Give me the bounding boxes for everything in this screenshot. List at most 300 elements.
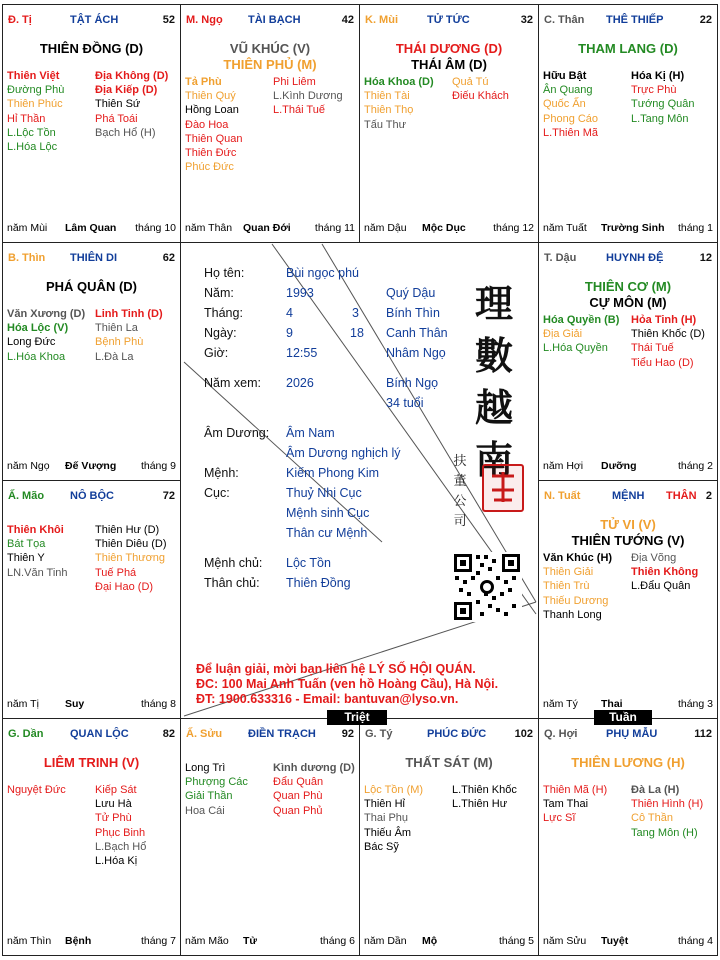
yinyang-value: Âm Nam bbox=[286, 426, 335, 440]
palace-name: TÀI BẠCH bbox=[248, 14, 301, 26]
minor-stars-left bbox=[543, 69, 598, 140]
minor-star: Thiếu Âm bbox=[364, 826, 412, 839]
palace-hoi bbox=[538, 718, 718, 956]
hour-value: 12:55 bbox=[286, 346, 318, 360]
palace-footer bbox=[185, 935, 355, 949]
palace-mui bbox=[359, 4, 539, 243]
minor-star: Địa Giải bbox=[543, 328, 583, 341]
minor-star: Thiên Thọ bbox=[364, 104, 414, 117]
minor-star: Hóa Lộc (V) bbox=[7, 322, 69, 335]
calligraphy-logo bbox=[470, 278, 518, 486]
palace-year: năm Tý bbox=[543, 698, 578, 710]
minor-star: Trực Phù bbox=[631, 84, 677, 97]
minor-star: Bệnh Phù bbox=[95, 336, 144, 349]
palace-number: 32 bbox=[520, 14, 533, 26]
minor-star: Hoa Cái bbox=[185, 804, 225, 817]
palace-life-stage: Lâm Quan bbox=[65, 222, 117, 234]
minor-star: Lộc Tồn (M) bbox=[364, 784, 424, 796]
minor-star: Địa Kiếp (D) bbox=[95, 84, 158, 97]
palace-name: QUAN LỘC bbox=[70, 728, 129, 740]
minor-star: Phong Cáo bbox=[543, 112, 599, 125]
minor-star: Phá Toái bbox=[95, 112, 138, 125]
yinyang-note: Âm Dương nghịch lý bbox=[286, 446, 401, 460]
minor-star: Tuế Phá bbox=[95, 566, 137, 579]
main-star: THIÊN ĐỒNG (D) bbox=[39, 41, 144, 56]
palace-number: 72 bbox=[162, 490, 175, 502]
month-lunar: 3 bbox=[352, 306, 359, 320]
minor-star: Địa Võng bbox=[631, 552, 677, 564]
contact-line-2: ĐC: 100 Mai Anh Tuấn (ven hồ Hoàng Cầu), Hà Nội. bbox=[196, 677, 499, 691]
palace-header bbox=[8, 728, 175, 742]
minor-stars-right bbox=[273, 75, 343, 118]
side-char-4: 司 bbox=[453, 514, 467, 529]
day-lunar: 18 bbox=[350, 326, 364, 340]
minor-star: Thanh Long bbox=[543, 608, 602, 621]
name-value: Bùi ngọc phú bbox=[286, 266, 359, 280]
hour-label: Giờ: bbox=[204, 346, 229, 360]
minor-star: L.Tang Môn bbox=[631, 112, 689, 125]
minor-star: Giải Thần bbox=[185, 790, 233, 803]
minor-stars-right bbox=[631, 313, 705, 370]
main-stars bbox=[181, 41, 359, 73]
minor-stars-left bbox=[364, 783, 423, 854]
palace-header bbox=[8, 252, 175, 266]
minor-star: Văn Khúc (H) bbox=[543, 552, 613, 564]
palace-position: T. Dậu bbox=[544, 252, 577, 264]
palace-position: Ấ. Sửu bbox=[186, 728, 223, 740]
minor-star: Thiên Khôi bbox=[7, 524, 64, 536]
red-seal-stamp bbox=[482, 464, 524, 512]
palace-footer bbox=[364, 222, 534, 236]
destiny-label: Mệnh: bbox=[204, 466, 239, 480]
palace-life-stage: Tử bbox=[243, 935, 258, 947]
palace-number: 112 bbox=[694, 728, 712, 740]
minor-star: Đào Hoa bbox=[185, 118, 229, 131]
minor-star: Cô Thần bbox=[631, 812, 673, 825]
palace-name: HUYNH ĐỆ bbox=[606, 252, 664, 264]
age-value: 34 tuổi bbox=[386, 396, 424, 410]
palace-month: tháng 1 bbox=[677, 222, 713, 234]
day-value: 9 bbox=[286, 326, 293, 340]
minor-stars-left bbox=[7, 783, 66, 797]
palace-number: 82 bbox=[162, 728, 175, 740]
horoscope-board bbox=[2, 4, 718, 956]
minor-star: Long Đức bbox=[7, 336, 56, 349]
minor-stars-right bbox=[631, 551, 698, 594]
minor-star: Thiên Không bbox=[631, 566, 699, 579]
palace-name: PHỤ MẪU bbox=[606, 728, 658, 740]
minor-star: L.Lộc Tồn bbox=[7, 126, 56, 139]
minor-star: Thiên Đức bbox=[185, 147, 237, 160]
palace-year: năm Mùi bbox=[7, 222, 48, 234]
minor-star: Đẩu Quân bbox=[273, 776, 324, 789]
minor-star: Quả Tú bbox=[452, 76, 489, 88]
minor-stars-right bbox=[95, 69, 168, 140]
minor-star: Thiên Việt bbox=[7, 70, 60, 82]
palace-life-stage: Đế Vượng bbox=[65, 460, 117, 472]
minor-stars-right bbox=[631, 783, 703, 840]
palace-footer bbox=[543, 222, 713, 236]
main-star: THIÊN LƯƠNG (H) bbox=[571, 755, 685, 770]
palace-header bbox=[8, 14, 175, 28]
minor-star: Phi Liêm bbox=[273, 76, 316, 88]
minor-star: Tam Thai bbox=[543, 798, 589, 811]
main-stars bbox=[360, 41, 538, 73]
palace-month: tháng 6 bbox=[319, 935, 355, 947]
minor-star: Hỏa Tinh (H) bbox=[631, 314, 697, 326]
palace-position: K. Mùi bbox=[365, 14, 398, 26]
main-star: THIÊN TƯỚNG (V) bbox=[571, 533, 685, 548]
minor-star: Quốc Ấn bbox=[543, 98, 586, 111]
minor-star: Linh Tinh (D) bbox=[95, 308, 163, 320]
palace-mao bbox=[2, 480, 181, 719]
minor-star: Hóa Khoa (D) bbox=[364, 76, 434, 88]
cuc-note-2: Thân cư Mệnh bbox=[286, 526, 368, 540]
palace-year: năm Dần bbox=[364, 935, 407, 947]
minor-star: Kình dương (D) bbox=[273, 762, 355, 774]
palace-position: Q. Hợi bbox=[544, 728, 578, 740]
minor-star: L.Hóa Khoa bbox=[7, 350, 66, 363]
contact-line-3: ĐT: 1900.633316 - Email: bantuvan@lyso.vn. bbox=[196, 692, 459, 706]
minor-star: Thiên Sứ bbox=[95, 98, 141, 111]
palace-life-stage: Suy bbox=[65, 698, 85, 710]
minor-star: Thiên Phúc bbox=[7, 98, 63, 111]
minor-stars-left bbox=[7, 523, 68, 580]
main-stars bbox=[539, 517, 717, 549]
minor-stars-left bbox=[7, 69, 64, 154]
minor-star: Địa Không (D) bbox=[95, 70, 169, 82]
palace-life-stage: Dưỡng bbox=[601, 460, 637, 472]
main-stars bbox=[539, 279, 717, 311]
minor-star: Thiên La bbox=[95, 322, 138, 335]
palace-name: MỆNH bbox=[612, 490, 645, 502]
main-stars bbox=[539, 755, 717, 771]
minor-star: Long Trì bbox=[185, 762, 226, 774]
palace-number: 42 bbox=[341, 14, 354, 26]
minor-star: Quan Phủ bbox=[273, 804, 323, 817]
minor-stars-left bbox=[185, 761, 248, 818]
minor-star: Hữu Bật bbox=[543, 70, 587, 82]
minor-star: L.Thiên Hư bbox=[452, 798, 508, 811]
year-canchi: Quý Dậu bbox=[386, 286, 436, 300]
side-char-2: 董 bbox=[453, 474, 467, 489]
palace-footer bbox=[543, 935, 713, 949]
palace-month: tháng 3 bbox=[677, 698, 713, 710]
triet-tag: Triệt bbox=[327, 710, 387, 725]
yinyang-label: Âm Dương: bbox=[204, 426, 270, 440]
month-value: 4 bbox=[286, 306, 293, 320]
palace-year: năm Sửu bbox=[543, 935, 587, 947]
palace-header bbox=[365, 728, 533, 742]
side-char-1: 扶 bbox=[453, 454, 467, 469]
minor-star: Thiên Hư (D) bbox=[95, 524, 160, 536]
minor-star: Hồng Loan bbox=[185, 104, 239, 117]
palace-footer bbox=[7, 460, 176, 474]
minor-stars-left bbox=[543, 551, 612, 622]
minor-star: Phượng Các bbox=[185, 776, 248, 789]
palace-month: tháng 4 bbox=[677, 935, 713, 947]
palace-number: 52 bbox=[162, 14, 175, 26]
minor-star: Hỉ Thần bbox=[7, 112, 46, 125]
minor-stars-left bbox=[364, 75, 434, 132]
cuc-note-1: Mệnh sinh Cục bbox=[286, 506, 370, 520]
palace-year: năm Tị bbox=[7, 698, 39, 710]
palace-month: tháng 12 bbox=[493, 222, 534, 234]
main-star: PHÁ QUÂN (D) bbox=[46, 279, 137, 294]
palace-footer bbox=[7, 698, 176, 712]
palace-month: tháng 7 bbox=[140, 935, 176, 947]
hour-canchi: Nhâm Ngọ bbox=[386, 346, 446, 360]
minor-star: Nguyệt Đức bbox=[7, 784, 66, 796]
minor-star: Tả Phù bbox=[185, 76, 222, 88]
minor-star: Thiên Tài bbox=[364, 90, 410, 103]
day-label: Ngày: bbox=[204, 326, 237, 340]
minor-star: L.Bạch Hổ bbox=[95, 840, 147, 853]
palace-position: G. Tý bbox=[365, 728, 393, 740]
minor-star: L.Hóa Quyền bbox=[543, 342, 608, 355]
palace-month: tháng 2 bbox=[677, 460, 713, 472]
palace-tuat bbox=[538, 480, 718, 719]
palace-number: 62 bbox=[162, 252, 175, 264]
month-label: Tháng: bbox=[204, 306, 243, 320]
palace-number: 92 bbox=[341, 728, 354, 740]
view-year-value: 2026 bbox=[286, 376, 314, 390]
minor-star: Thiên Quan bbox=[185, 132, 243, 145]
calligraphy-char-3: 越 bbox=[474, 385, 513, 430]
palace-position: M. Ngọ bbox=[186, 14, 223, 26]
minor-star: Lưu Hà bbox=[95, 798, 132, 811]
minor-stars-right bbox=[95, 307, 163, 364]
palace-body-marker: THÂN bbox=[666, 490, 697, 502]
palace-footer bbox=[7, 222, 176, 236]
minor-star: L.Thái Tuế bbox=[273, 104, 325, 117]
palace-ti bbox=[2, 4, 181, 243]
palace-name: TẬT ÁCH bbox=[70, 14, 119, 26]
palace-year: năm Hợi bbox=[543, 460, 584, 472]
palace-month: tháng 5 bbox=[498, 935, 534, 947]
minor-star: L.Hóa Lộc bbox=[7, 141, 58, 154]
palace-name: THIÊN DI bbox=[70, 252, 118, 264]
minor-star: L.Thiên Khốc bbox=[452, 784, 517, 796]
palace-footer bbox=[543, 460, 713, 474]
main-stars bbox=[360, 755, 538, 771]
minor-star: L.Thiên Mã bbox=[543, 126, 599, 139]
minor-star: Đại Hao (D) bbox=[95, 580, 154, 593]
main-star: THÁI ÂM (D) bbox=[411, 57, 487, 72]
palace-life-stage: Bệnh bbox=[65, 935, 92, 947]
palace-life-stage: Thai bbox=[601, 698, 623, 710]
minor-star: Tang Môn (H) bbox=[631, 826, 698, 839]
main-star: THÁI DƯƠNG (D) bbox=[395, 41, 503, 56]
palace-name: ĐIỀN TRẠCH bbox=[248, 728, 316, 740]
palace-year: năm Ngọ bbox=[7, 460, 50, 472]
minor-star: Đà La (H) bbox=[631, 784, 680, 796]
palace-year: năm Thìn bbox=[7, 935, 52, 947]
minor-star: Phục Binh bbox=[95, 826, 146, 839]
view-year-label: Năm xem: bbox=[204, 376, 261, 390]
main-star: CỰ MÔN (M) bbox=[589, 295, 667, 310]
minor-star: LN.Văn Tinh bbox=[7, 566, 68, 579]
name-label: Họ tên: bbox=[204, 266, 245, 280]
minor-star: Tấu Thư bbox=[364, 118, 407, 131]
minor-star: Thiên Khốc (D) bbox=[631, 328, 705, 341]
minor-star: Bát Tọa bbox=[7, 538, 46, 551]
palace-year: năm Thân bbox=[185, 222, 233, 234]
palace-name: NÔ BỘC bbox=[70, 490, 114, 502]
main-star: TỬ VI (V) bbox=[600, 517, 656, 532]
center-info-panel bbox=[182, 242, 538, 718]
minor-star: L.Đà La bbox=[95, 350, 134, 363]
cuc-value: Thuỷ Nhị Cục bbox=[286, 486, 362, 500]
minor-star: Phúc Đức bbox=[185, 161, 234, 174]
main-stars bbox=[3, 41, 180, 57]
main-star: THAM LANG (D) bbox=[578, 41, 678, 56]
minor-star: Thái Tuế bbox=[631, 342, 674, 355]
minor-star: Thiên Hỉ bbox=[364, 798, 405, 811]
palace-footer bbox=[364, 935, 534, 949]
palace-ngo bbox=[180, 4, 360, 243]
palace-header bbox=[186, 728, 354, 742]
main-star: THẤT SÁT (M) bbox=[405, 755, 493, 770]
minor-star: Kiếp Sát bbox=[95, 784, 137, 796]
minor-star: Tử Phù bbox=[95, 812, 132, 825]
minor-star: Thiên Thương bbox=[95, 552, 166, 565]
side-inscription bbox=[452, 452, 468, 532]
palace-than bbox=[538, 4, 718, 243]
day-canchi: Canh Thân bbox=[386, 326, 448, 340]
palace-life-stage: Quan Đới bbox=[243, 222, 291, 234]
palace-header bbox=[186, 14, 354, 28]
palace-footer bbox=[7, 935, 176, 949]
palace-thin bbox=[2, 242, 181, 481]
minor-star: Văn Xương (D) bbox=[7, 308, 86, 320]
minor-star: Bác Sỹ bbox=[364, 840, 399, 853]
palace-suu bbox=[180, 718, 360, 956]
palace-position: Đ. Tị bbox=[8, 14, 32, 26]
minor-star: Ân Quang bbox=[543, 84, 593, 97]
calligraphy-char-1: 理 bbox=[474, 281, 513, 326]
minor-star: L.Hóa Kị bbox=[95, 855, 138, 868]
palace-position: G. Dần bbox=[8, 728, 44, 740]
palace-header bbox=[544, 728, 712, 742]
minor-stars-right bbox=[452, 783, 517, 811]
palace-month: tháng 11 bbox=[314, 222, 355, 234]
palace-number: 102 bbox=[514, 728, 533, 740]
destiny-lord-value: Lộc Tồn bbox=[286, 556, 331, 570]
view-year-canchi: Bính Ngọ bbox=[386, 376, 439, 390]
palace-month: tháng 9 bbox=[140, 460, 176, 472]
palace-year: năm Dậu bbox=[364, 222, 407, 234]
main-star: LIÊM TRINH (V) bbox=[43, 755, 140, 770]
year-label: Năm: bbox=[204, 286, 234, 300]
palace-year: năm Tuất bbox=[543, 222, 587, 234]
minor-star: Thiếu Dương bbox=[543, 594, 609, 607]
minor-star: Thiên Diêu (D) bbox=[95, 538, 167, 551]
minor-stars-left bbox=[185, 75, 242, 174]
body-lord-value: Thiên Đồng bbox=[286, 576, 351, 590]
palace-header bbox=[544, 252, 712, 266]
main-star: THIÊN PHỦ (M) bbox=[223, 57, 317, 72]
palace-position: Ấ. Mão bbox=[8, 490, 45, 502]
destiny-value: Kiếm Phong Kim bbox=[286, 466, 380, 480]
minor-stars-left bbox=[7, 307, 85, 364]
main-stars bbox=[539, 41, 717, 57]
minor-stars-right bbox=[631, 69, 695, 126]
minor-star: L.Kình Dương bbox=[273, 90, 343, 103]
palace-position: N. Tuất bbox=[544, 490, 581, 502]
palace-number: 2 bbox=[705, 490, 712, 502]
palace-month: tháng 8 bbox=[140, 698, 176, 710]
palace-name: THÊ THIẾP bbox=[606, 14, 664, 26]
minor-stars-right bbox=[273, 761, 355, 818]
palace-life-stage: Mộc Dục bbox=[422, 222, 466, 234]
palace-name: PHÚC ĐỨC bbox=[427, 728, 487, 740]
minor-star: Thiên Trù bbox=[543, 580, 590, 593]
side-char-3: 公 bbox=[453, 494, 467, 509]
minor-stars-right bbox=[95, 523, 167, 594]
minor-star: Thiên Y bbox=[7, 552, 45, 565]
minor-star: Điếu Khách bbox=[452, 90, 509, 103]
minor-star: Thiên Mã (H) bbox=[543, 784, 608, 796]
main-star: THIÊN CƠ (M) bbox=[584, 279, 672, 294]
palace-position: B. Thìn bbox=[8, 252, 46, 264]
palace-footer bbox=[185, 222, 355, 236]
palace-header bbox=[365, 14, 533, 28]
minor-star: Tướng Quân bbox=[631, 98, 695, 111]
minor-star: Hóa Kị (H) bbox=[631, 70, 685, 82]
minor-stars-right bbox=[95, 783, 146, 868]
minor-star: Thiên Quý bbox=[185, 90, 236, 103]
minor-star: Hóa Quyền (B) bbox=[543, 314, 620, 326]
palace-header bbox=[8, 490, 175, 504]
palace-name: TỬ TỨC bbox=[427, 14, 470, 26]
palace-position: C. Thân bbox=[544, 14, 585, 26]
body-lord-label: Thân chủ: bbox=[204, 576, 260, 590]
palace-life-stage: Trường Sinh bbox=[601, 222, 665, 234]
minor-star: Thiên Hình (H) bbox=[631, 798, 704, 811]
palace-dan bbox=[2, 718, 181, 956]
palace-month: tháng 10 bbox=[135, 222, 176, 234]
month-canchi: Bính Thìn bbox=[386, 306, 440, 320]
main-stars bbox=[3, 279, 180, 295]
minor-stars-right bbox=[452, 75, 509, 103]
minor-star: Bạch Hổ (H) bbox=[95, 126, 156, 139]
palace-life-stage: Tuyệt bbox=[601, 935, 629, 947]
minor-stars-left bbox=[543, 313, 619, 356]
cuc-label: Cục: bbox=[204, 486, 230, 500]
minor-star: Tiểu Hao (D) bbox=[631, 356, 694, 369]
tuan-tag: Tuần bbox=[594, 710, 652, 725]
minor-stars-left bbox=[543, 783, 607, 826]
qr-code[interactable] bbox=[452, 552, 522, 622]
palace-header bbox=[544, 14, 712, 28]
calligraphy-char-4: 南 bbox=[474, 437, 513, 482]
year-value: 1993 bbox=[286, 286, 314, 300]
main-stars bbox=[3, 755, 180, 771]
palace-number: 12 bbox=[699, 252, 712, 264]
main-star: VŨ KHÚC (V) bbox=[229, 41, 311, 56]
minor-star: Quan Phù bbox=[273, 790, 323, 803]
palace-life-stage: Mộ bbox=[422, 935, 438, 947]
minor-star: Đường Phù bbox=[7, 84, 65, 97]
contact-block bbox=[196, 662, 536, 707]
palace-header bbox=[544, 490, 712, 504]
palace-number: 22 bbox=[699, 14, 712, 26]
contact-line-1: Để luận giải, mời bạn liên hệ LÝ SỐ HỘI QUÁN. bbox=[196, 662, 476, 676]
palace-ty bbox=[359, 718, 539, 956]
minor-star: L.Đẩu Quân bbox=[631, 580, 691, 593]
minor-star: Thiên Giải bbox=[543, 566, 594, 579]
